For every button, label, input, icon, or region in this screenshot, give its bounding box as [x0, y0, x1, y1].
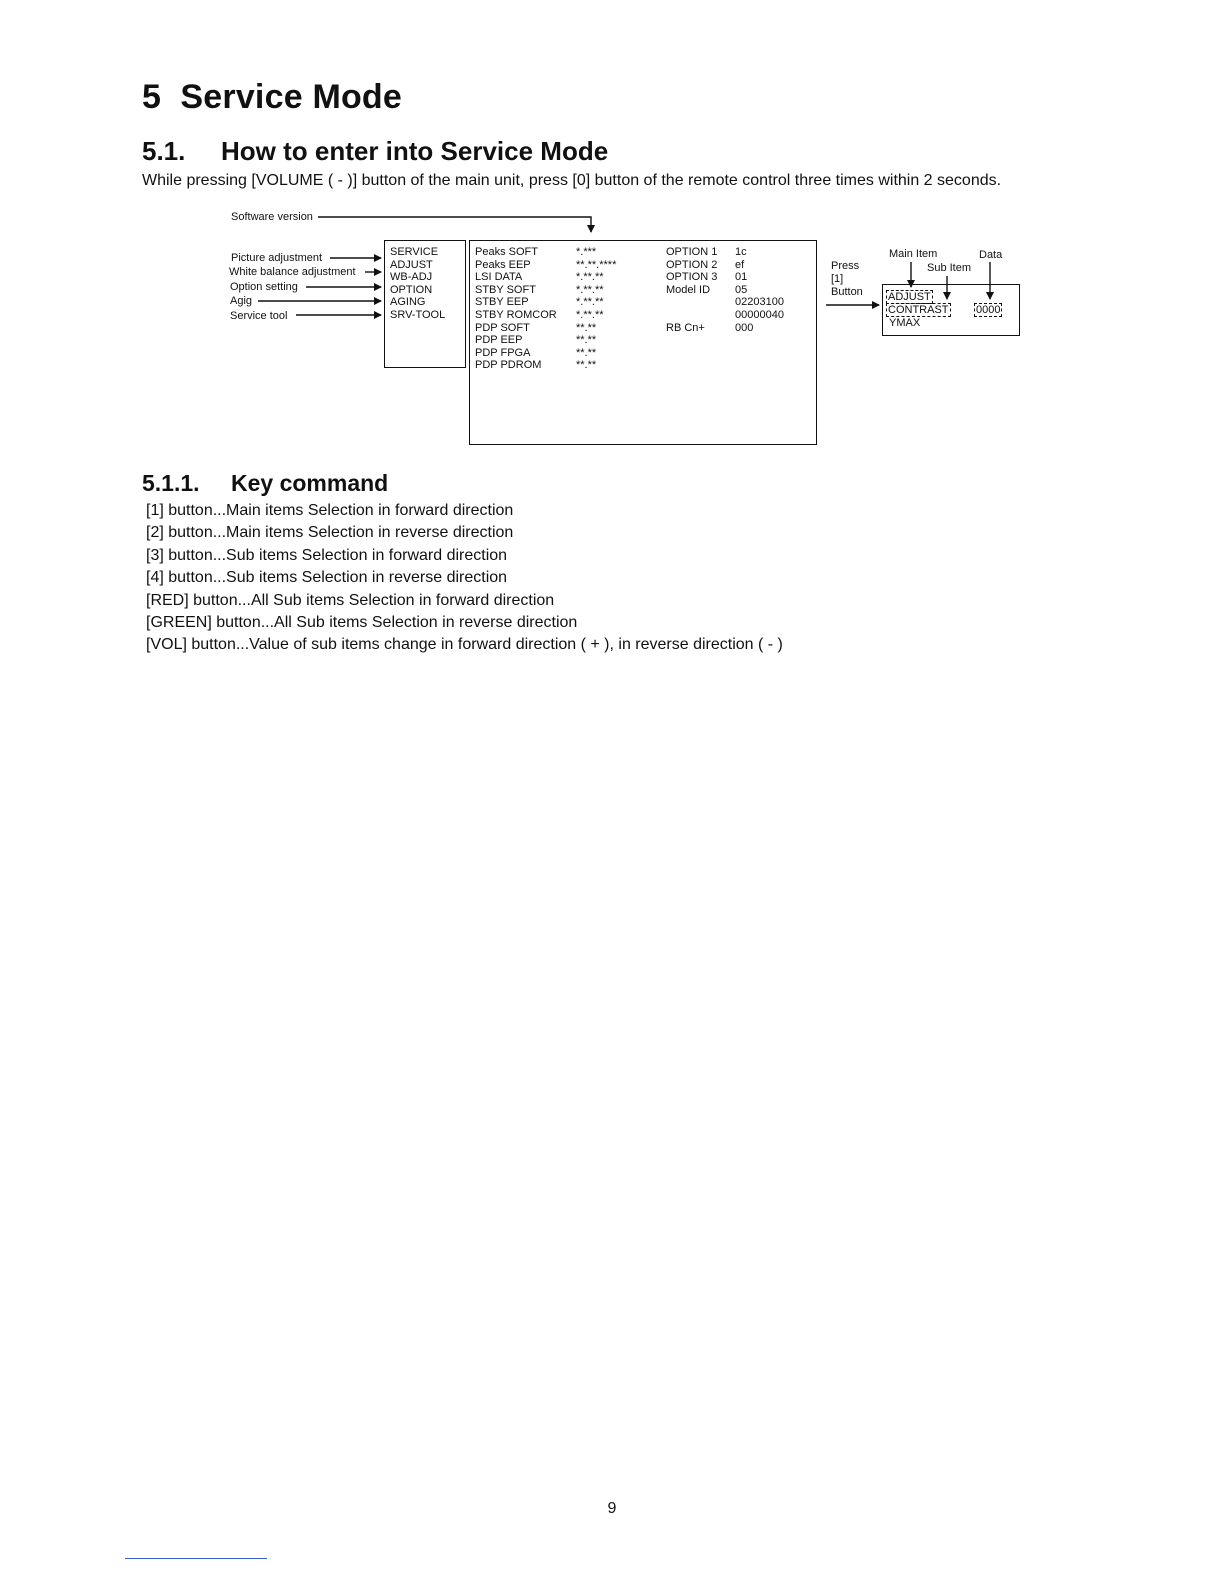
option-value: 1c — [735, 246, 747, 258]
option-name: OPTION 2 — [666, 258, 718, 271]
press-label-line: Press — [831, 260, 860, 272]
option-name: Model ID — [666, 283, 711, 296]
press-label-line: Button — [831, 286, 863, 298]
info-names — [475, 246, 557, 372]
option-name: OPTION 1 — [666, 246, 718, 258]
option-value: 000 — [735, 321, 754, 334]
info-value: *.*** — [576, 246, 597, 258]
key-command-item: [2] button...Main items Selection in reverse direction — [146, 524, 514, 542]
intro-paragraph: While pressing [VOLUME ( - )] button of the main unit, press [0] button of the remote control three times within 2 seconds. — [142, 172, 1002, 189]
option-name: RB Cn+ — [666, 321, 705, 334]
main-item-label: Main Item — [889, 248, 938, 260]
info-value: **.**.**** — [576, 258, 617, 271]
key-command-item: [VOL] button...Value of sub items change in forward direction ( + ), in reverse direction ( - ) — [146, 636, 783, 654]
key-command-item: [GREEN] button...All Sub items Selection in reverse direction — [146, 613, 578, 631]
left-label: Service tool — [230, 310, 288, 322]
menu-item: WB-ADJ — [390, 271, 433, 284]
subsection-heading — [142, 470, 388, 497]
key-command-item: [RED] button...All Sub items Selection in forward direction — [146, 591, 555, 609]
screen-data-value: 0000 — [976, 304, 1001, 316]
left-label: Agig — [230, 295, 253, 307]
screen-next-item: YMAX — [889, 317, 921, 329]
info-value: **.** — [576, 334, 597, 347]
info-name: PDP PDROM — [475, 359, 542, 372]
main-menu-list — [390, 246, 445, 322]
software-version-arrow — [318, 217, 591, 232]
subsection-number: 5.1.1. — [142, 470, 200, 496]
info-name: STBY EEP — [475, 296, 529, 309]
key-command-item: [4] button...Sub items Selection in reverse direction — [146, 569, 508, 587]
option-names — [666, 246, 717, 334]
footer-divider — [125, 1558, 267, 1559]
info-value: *.**.** — [576, 271, 604, 284]
info-name: Peaks SOFT — [475, 246, 538, 258]
page-number: 9 — [607, 1500, 617, 1517]
left-label: Picture adjustment — [231, 252, 323, 264]
left-label: Option setting — [230, 281, 298, 293]
menu-item: SERVICE — [390, 246, 439, 258]
option-value: 00000040 — [735, 308, 784, 321]
info-value: *.**.** — [576, 296, 604, 309]
left-label: White balance adjustment — [229, 266, 356, 278]
info-name: STBY ROMCOR — [475, 308, 557, 321]
option-value: 01 — [735, 271, 748, 284]
option-name — [666, 296, 717, 309]
menu-item: OPTION — [390, 283, 433, 296]
info-name: LSI DATA — [475, 271, 523, 284]
key-command-item: [3] button...Sub items Selection in forward direction — [146, 546, 508, 564]
section-number: 5.1. — [142, 136, 186, 166]
option-values — [735, 246, 784, 334]
option-name: OPTION 3 — [666, 271, 718, 284]
info-value: **.** — [576, 359, 597, 372]
menu-item: ADJUST — [390, 258, 433, 271]
menu-item: SRV-TOOL — [390, 308, 446, 321]
option-value: 05 — [735, 283, 748, 296]
info-name: PDP SOFT — [475, 321, 530, 334]
screen-sub-item: CONTRAST — [888, 304, 949, 316]
info-name: Peaks EEP — [475, 258, 531, 271]
subsection-title: Key command — [231, 470, 389, 496]
info-name: STBY SOFT — [475, 283, 536, 296]
software-version-label: Software version — [231, 211, 313, 223]
option-value: ef — [735, 258, 745, 271]
info-value: *.**.** — [576, 308, 604, 321]
info-value: **.** — [576, 346, 597, 359]
chapter-number: 5 — [142, 78, 162, 116]
screen-main-item: ADJUST — [888, 291, 931, 303]
info-name: PDP EEP — [475, 334, 523, 347]
info-name: PDP FPGA — [475, 346, 531, 359]
info-value: *.**.** — [576, 283, 604, 296]
press-label-line: [1] — [831, 273, 844, 285]
chapter-title-text: Service Mode — [180, 78, 403, 116]
info-value: **.** — [576, 321, 597, 334]
option-name — [666, 309, 717, 322]
info-values — [576, 246, 616, 372]
menu-item: AGING — [390, 296, 426, 309]
key-command-list — [146, 500, 783, 657]
option-value: 02203100 — [735, 296, 784, 309]
sub-item-label: Sub Item — [927, 262, 972, 274]
section-title: How to enter into Service Mode — [221, 136, 609, 166]
key-command-item: [1] button...Main items Selection in forward direction — [146, 502, 514, 519]
data-label: Data — [979, 249, 1003, 261]
